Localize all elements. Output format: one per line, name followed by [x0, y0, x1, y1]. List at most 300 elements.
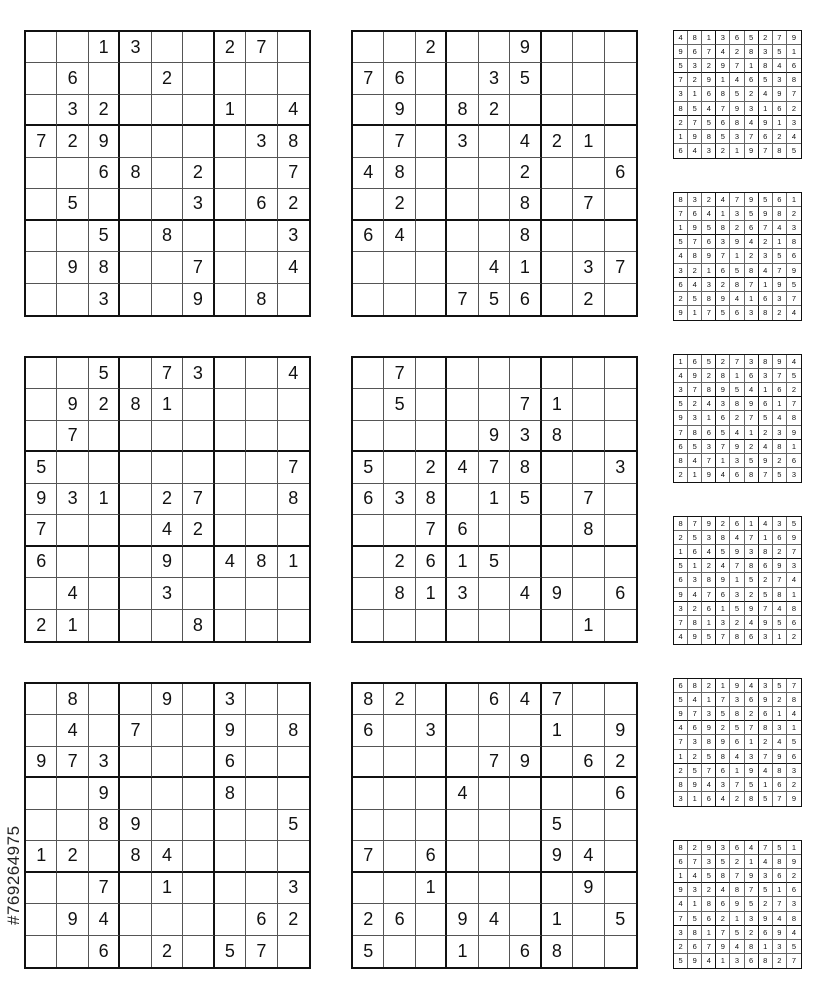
sudoku-cell	[510, 904, 541, 935]
sudoku-cell	[278, 421, 309, 452]
sudoku-cell: 1	[702, 616, 716, 630]
sudoku-cell: 3	[745, 306, 759, 320]
sudoku-cell: 1	[730, 249, 744, 263]
sudoku-cell: 5	[89, 358, 120, 389]
sudoku-cell: 9	[674, 306, 688, 320]
sudoku-cell: 9	[605, 715, 636, 746]
sudoku-cell	[278, 284, 309, 315]
sudoku-cell: 8	[759, 721, 773, 735]
sudoku-cell: 7	[787, 545, 801, 559]
sudoku-cell: 3	[730, 207, 744, 221]
sudoku-cell: 1	[89, 484, 120, 515]
sudoku-cell	[479, 715, 510, 746]
sudoku-cell	[278, 747, 309, 778]
sudoku-cell	[215, 284, 246, 315]
sudoku-cell: 8	[688, 426, 702, 440]
sudoku-cell: 3	[674, 87, 688, 101]
sudoku-cell	[573, 221, 604, 252]
sudoku-cell	[57, 778, 88, 809]
sudoku-cell: 3	[716, 841, 730, 855]
sudoku-cell	[246, 873, 277, 904]
sudoku-cell: 5	[787, 278, 801, 292]
sudoku-cell	[479, 810, 510, 841]
sudoku-cell: 8	[688, 679, 702, 693]
sudoku-cell	[416, 158, 447, 189]
sudoku-cell: 7	[278, 452, 309, 483]
sudoku-cell	[278, 578, 309, 609]
sudoku-cell: 5	[702, 221, 716, 235]
sudoku-cell: 7	[384, 126, 415, 157]
sudoku-cell: 5	[773, 45, 787, 59]
sudoku-cell: 7	[702, 588, 716, 602]
sudoku-cell	[183, 684, 214, 715]
sudoku-cell: 4	[759, 764, 773, 778]
sudoku-cell: 4	[510, 126, 541, 157]
sudoku-cell: 7	[479, 747, 510, 778]
sudoku-cell: 1	[787, 45, 801, 59]
sudoku-cell	[120, 221, 151, 252]
sudoku-cell: 6	[730, 517, 744, 531]
sudoku-cell	[215, 515, 246, 546]
sudoku-cell	[246, 63, 277, 94]
sudoku-cell	[447, 684, 478, 715]
sudoku-cell: 2	[773, 954, 787, 968]
sudoku-cell	[542, 32, 573, 63]
sudoku-cell: 6	[702, 602, 716, 616]
sudoku-cell	[215, 610, 246, 641]
sudoku-cell: 4	[730, 531, 744, 545]
sudoku-cell: 5	[773, 679, 787, 693]
sudoku-cell: 4	[773, 59, 787, 73]
sudoku-cell: 1	[773, 397, 787, 411]
sudoku-cell	[26, 252, 57, 283]
sudoku-cell	[605, 32, 636, 63]
sudoku-cell: 5	[787, 517, 801, 531]
sudoku-cell: 9	[759, 454, 773, 468]
sudoku-cell: 7	[384, 358, 415, 389]
sudoku-cell: 7	[787, 87, 801, 101]
sudoku-cell	[26, 715, 57, 746]
sudoku-cell: 3	[702, 440, 716, 454]
sudoku-cell: 4	[745, 383, 759, 397]
sudoku-cell	[573, 810, 604, 841]
sudoku-cell: 7	[759, 602, 773, 616]
sudoku-cell: 6	[447, 515, 478, 546]
sudoku-cell: 1	[688, 87, 702, 101]
sudoku-cell: 4	[510, 684, 541, 715]
sudoku-cell	[384, 32, 415, 63]
sudoku-cell	[447, 421, 478, 452]
sudoku-cell: 9	[702, 73, 716, 87]
sudoku-cell	[183, 873, 214, 904]
sudoku-cell: 6	[745, 954, 759, 968]
sudoku-cell	[510, 841, 541, 872]
sudoku-cell: 3	[716, 397, 730, 411]
sudoku-cell	[384, 841, 415, 872]
sudoku-cell: 3	[730, 693, 744, 707]
sudoku-solution-5	[673, 678, 802, 807]
sudoku-cell	[416, 389, 447, 420]
sudoku-cell: 8	[773, 440, 787, 454]
sudoku-cell: 3	[479, 63, 510, 94]
sudoku-cell	[26, 389, 57, 420]
sudoku-cell	[447, 158, 478, 189]
sudoku-cell	[183, 452, 214, 483]
sudoku-cell: 6	[57, 63, 88, 94]
sudoku-cell: 1	[215, 95, 246, 126]
sudoku-cell: 2	[730, 221, 744, 235]
sudoku-cell: 1	[716, 602, 730, 616]
sudoku-cell: 5	[745, 454, 759, 468]
sudoku-cell	[152, 252, 183, 283]
sudoku-cell: 4	[702, 102, 716, 116]
sudoku-cell	[57, 358, 88, 389]
sudoku-cell: 5	[353, 936, 384, 967]
sudoku-cell: 6	[716, 116, 730, 130]
sudoku-cell: 3	[745, 750, 759, 764]
sudoku-cell: 6	[688, 355, 702, 369]
sudoku-cell	[573, 578, 604, 609]
sudoku-cell: 4	[787, 130, 801, 144]
sudoku-cell: 1	[745, 735, 759, 749]
sudoku-cell: 9	[120, 810, 151, 841]
sudoku-cell: 7	[120, 715, 151, 746]
sudoku-cell: 3	[745, 355, 759, 369]
sudoku-cell: 5	[716, 130, 730, 144]
sudoku-cell	[510, 715, 541, 746]
sudoku-cell: 7	[730, 778, 744, 792]
sudoku-cell: 9	[716, 735, 730, 749]
sudoku-cell: 5	[688, 912, 702, 926]
sudoku-cell	[57, 515, 88, 546]
sudoku-cell: 7	[702, 764, 716, 778]
sudoku-cell	[353, 610, 384, 641]
sudoku-cell: 9	[730, 545, 744, 559]
sudoku-cell	[246, 95, 277, 126]
sudoku-cell	[215, 126, 246, 157]
sudoku-cell: 2	[702, 679, 716, 693]
sudoku-cell: 6	[716, 588, 730, 602]
sudoku-cell	[120, 252, 151, 283]
sudoku-cell: 8	[702, 383, 716, 397]
sudoku-cell	[120, 126, 151, 157]
sudoku-cell	[246, 515, 277, 546]
sudoku-cell	[152, 189, 183, 220]
sudoku-cell: 2	[773, 693, 787, 707]
sudoku-cell: 7	[773, 897, 787, 911]
sudoku-cell: 5	[57, 189, 88, 220]
sudoku-cell	[353, 358, 384, 389]
sudoku-cell	[573, 904, 604, 935]
sudoku-cell: 3	[89, 747, 120, 778]
sudoku-cell: 6	[730, 306, 744, 320]
sudoku-cell	[510, 778, 541, 809]
sudoku-cell: 9	[702, 517, 716, 531]
sudoku-cell: 7	[716, 630, 730, 644]
sudoku-cell: 4	[730, 292, 744, 306]
sudoku-cell: 6	[510, 284, 541, 315]
sudoku-cell: 9	[745, 144, 759, 158]
sudoku-cell: 1	[447, 936, 478, 967]
sudoku-cell: 1	[716, 954, 730, 968]
sudoku-cell: 8	[510, 189, 541, 220]
sudoku-cell	[120, 578, 151, 609]
sudoku-cell: 5	[730, 721, 744, 735]
sudoku-cell: 2	[26, 610, 57, 641]
sudoku-cell: 4	[479, 904, 510, 935]
sudoku-cell: 8	[787, 235, 801, 249]
sudoku-cell: 2	[183, 515, 214, 546]
sudoku-cell: 3	[674, 792, 688, 806]
sudoku-cell: 5	[773, 616, 787, 630]
sudoku-cell: 4	[730, 426, 744, 440]
sudoku-cell: 9	[183, 284, 214, 315]
sudoku-cell	[416, 778, 447, 809]
sudoku-cell: 1	[787, 588, 801, 602]
sudoku-cell: 8	[120, 389, 151, 420]
sudoku-cell	[152, 904, 183, 935]
sudoku-cell: 1	[702, 411, 716, 425]
sudoku-cell	[152, 95, 183, 126]
sudoku-cell	[152, 747, 183, 778]
sudoku-cell	[278, 778, 309, 809]
sudoku-cell: 5	[730, 602, 744, 616]
sudoku-cell: 6	[759, 397, 773, 411]
sudoku-cell: 5	[730, 264, 744, 278]
sudoku-cell	[57, 452, 88, 483]
sudoku-cell: 5	[716, 426, 730, 440]
sudoku-cell	[152, 126, 183, 157]
sudoku-cell: 9	[57, 389, 88, 420]
sudoku-cell: 1	[745, 59, 759, 73]
sudoku-cell: 2	[89, 95, 120, 126]
sudoku-cell	[120, 515, 151, 546]
sudoku-cell: 8	[716, 221, 730, 235]
sudoku-cell: 3	[716, 235, 730, 249]
sudoku-cell: 4	[745, 679, 759, 693]
sudoku-cell: 9	[674, 707, 688, 721]
sudoku-cell: 2	[716, 355, 730, 369]
sudoku-cell: 4	[759, 855, 773, 869]
sudoku-cell	[605, 873, 636, 904]
sudoku-cell: 2	[152, 63, 183, 94]
sudoku-cell: 5	[89, 221, 120, 252]
sudoku-cell: 9	[730, 102, 744, 116]
sudoku-cell: 4	[730, 750, 744, 764]
sudoku-cell	[215, 389, 246, 420]
sudoku-cell: 4	[759, 440, 773, 454]
sudoku-cell	[215, 578, 246, 609]
sudoku-cell: 3	[674, 602, 688, 616]
sudoku-cell: 3	[730, 454, 744, 468]
sudoku-cell: 6	[605, 158, 636, 189]
sudoku-cell: 9	[510, 32, 541, 63]
sudoku-cell: 6	[787, 454, 801, 468]
sudoku-cell: 9	[89, 778, 120, 809]
sudoku-cell: 3	[787, 897, 801, 911]
sudoku-cell: 1	[730, 369, 744, 383]
sudoku-puzzle-6	[351, 682, 638, 969]
sudoku-cell: 3	[791, 470, 797, 480]
sudoku-cell: 7	[787, 292, 801, 306]
sudoku-cell: 4	[674, 369, 688, 383]
sudoku-cell: 4	[702, 207, 716, 221]
sudoku-cell	[479, 515, 510, 546]
sudoku-cell: 1	[702, 31, 716, 45]
sudoku-cell	[510, 810, 541, 841]
sudoku-cell	[542, 610, 573, 641]
sudoku-cell: 3	[759, 679, 773, 693]
sudoku-cell: 1	[416, 578, 447, 609]
sudoku-cell: 5	[479, 284, 510, 315]
sudoku-cell: 1	[716, 207, 730, 221]
sudoku-cell: 7	[702, 454, 716, 468]
sudoku-cell	[542, 158, 573, 189]
sudoku-cell	[120, 684, 151, 715]
sudoku-cell	[416, 421, 447, 452]
sudoku-cell	[215, 873, 246, 904]
sudoku-cell	[246, 778, 277, 809]
sudoku-cell: 8	[702, 735, 716, 749]
sudoku-cell: 2	[773, 545, 787, 559]
sudoku-cell	[353, 252, 384, 283]
sudoku-cell: 8	[89, 252, 120, 283]
sudoku-cell: 2	[688, 602, 702, 616]
sudoku-cell: 7	[688, 235, 702, 249]
sudoku-cell: 3	[416, 715, 447, 746]
sudoku-cell: 3	[773, 517, 787, 531]
sudoku-cell	[447, 610, 478, 641]
sudoku-cell	[542, 747, 573, 778]
sudoku-cell: 3	[688, 735, 702, 749]
sudoku-cell: 3	[759, 45, 773, 59]
sudoku-cell	[416, 684, 447, 715]
sudoku-cell: 5	[688, 764, 702, 778]
sudoku-cell: 9	[702, 841, 716, 855]
sudoku-cell: 4	[447, 778, 478, 809]
sudoku-cell: 5	[605, 904, 636, 935]
sudoku-cell: 7	[674, 207, 688, 221]
sudoku-cell: 7	[57, 747, 88, 778]
sudoku-cell: 9	[759, 912, 773, 926]
sudoku-cell: 8	[278, 126, 309, 157]
sudoku-cell: 2	[730, 45, 744, 59]
sudoku-cell	[183, 578, 214, 609]
sudoku-cell: 6	[416, 841, 447, 872]
sudoku-cell	[26, 358, 57, 389]
sudoku-cell: 2	[730, 792, 744, 806]
sudoku-cell: 8	[674, 778, 688, 792]
sudoku-cell: 4	[688, 278, 702, 292]
sudoku-cell: 4	[745, 616, 759, 630]
sudoku-cell: 7	[702, 940, 716, 954]
sudoku-cell: 5	[702, 116, 716, 130]
sudoku-cell: 5	[716, 707, 730, 721]
sudoku-cell: 4	[702, 545, 716, 559]
sudoku-cell: 7	[730, 869, 744, 883]
sudoku-cell: 3	[759, 369, 773, 383]
sudoku-cell: 4	[716, 193, 730, 207]
sudoku-cell	[183, 904, 214, 935]
sudoku-cell: 9	[702, 249, 716, 263]
sudoku-cell: 6	[773, 531, 787, 545]
sudoku-cell: 9	[573, 873, 604, 904]
sudoku-cell	[447, 63, 478, 94]
sudoku-cell: 2	[384, 547, 415, 578]
sudoku-cell: 2	[716, 144, 730, 158]
sudoku-cell: 2	[702, 59, 716, 73]
sudoku-cell: 4	[716, 883, 730, 897]
sudoku-cell: 6	[787, 750, 801, 764]
sudoku-cell: 6	[716, 897, 730, 911]
sudoku-cell: 4	[152, 515, 183, 546]
sudoku-cell	[447, 32, 478, 63]
sudoku-cell: 8	[759, 355, 773, 369]
sudoku-cell: 3	[674, 926, 688, 940]
sudoku-cell: 1	[542, 389, 573, 420]
sudoku-cell	[384, 715, 415, 746]
sudoku-cell	[573, 158, 604, 189]
sudoku-cell: 2	[759, 735, 773, 749]
sudoku-cell: 6	[759, 292, 773, 306]
sudoku-cell	[89, 610, 120, 641]
sudoku-cell	[183, 32, 214, 63]
sudoku-cell: 2	[702, 883, 716, 897]
sudoku-cell	[542, 221, 573, 252]
sudoku-cell	[246, 158, 277, 189]
sudoku-cell: 6	[688, 45, 702, 59]
sudoku-cell: 1	[573, 126, 604, 157]
sudoku-cell	[447, 715, 478, 746]
sudoku-cell	[120, 610, 151, 641]
sudoku-cell: 7	[674, 73, 688, 87]
sudoku-cell	[479, 221, 510, 252]
sudoku-cell	[26, 810, 57, 841]
sudoku-cell: 4	[688, 588, 702, 602]
sudoku-cell	[152, 421, 183, 452]
sudoku-cell: 2	[730, 616, 744, 630]
sudoku-cell: 5	[688, 440, 702, 454]
sudoku-cell: 6	[510, 936, 541, 967]
sudoku-cell: 4	[702, 397, 716, 411]
sudoku-cell: 9	[542, 578, 573, 609]
sudoku-cell: 6	[384, 63, 415, 94]
sudoku-cell: 5	[773, 249, 787, 263]
sudoku-cell: 8	[89, 810, 120, 841]
sudoku-cell: 2	[759, 573, 773, 587]
sudoku-cell: 7	[89, 873, 120, 904]
sudoku-cell	[120, 452, 151, 483]
sudoku-cell: 3	[57, 95, 88, 126]
sudoku-cell	[542, 358, 573, 389]
sudoku-cell	[120, 421, 151, 452]
sudoku-cell: 2	[674, 116, 688, 130]
sudoku-cell: 5	[674, 954, 688, 968]
sudoku-cell: 6	[745, 693, 759, 707]
sudoku-cell: 2	[791, 632, 797, 642]
sudoku-cell: 6	[745, 73, 759, 87]
sudoku-cell: 1	[26, 841, 57, 872]
sudoku-cell: 4	[278, 252, 309, 283]
sudoku-cell: 6	[773, 102, 787, 116]
sudoku-cell: 1	[716, 73, 730, 87]
sudoku-cell: 4	[787, 707, 801, 721]
sudoku-solution-3	[673, 354, 802, 483]
sudoku-cell	[605, 936, 636, 967]
sudoku-cell: 4	[716, 559, 730, 573]
sudoku-cell: 4	[57, 578, 88, 609]
sudoku-cell	[26, 63, 57, 94]
